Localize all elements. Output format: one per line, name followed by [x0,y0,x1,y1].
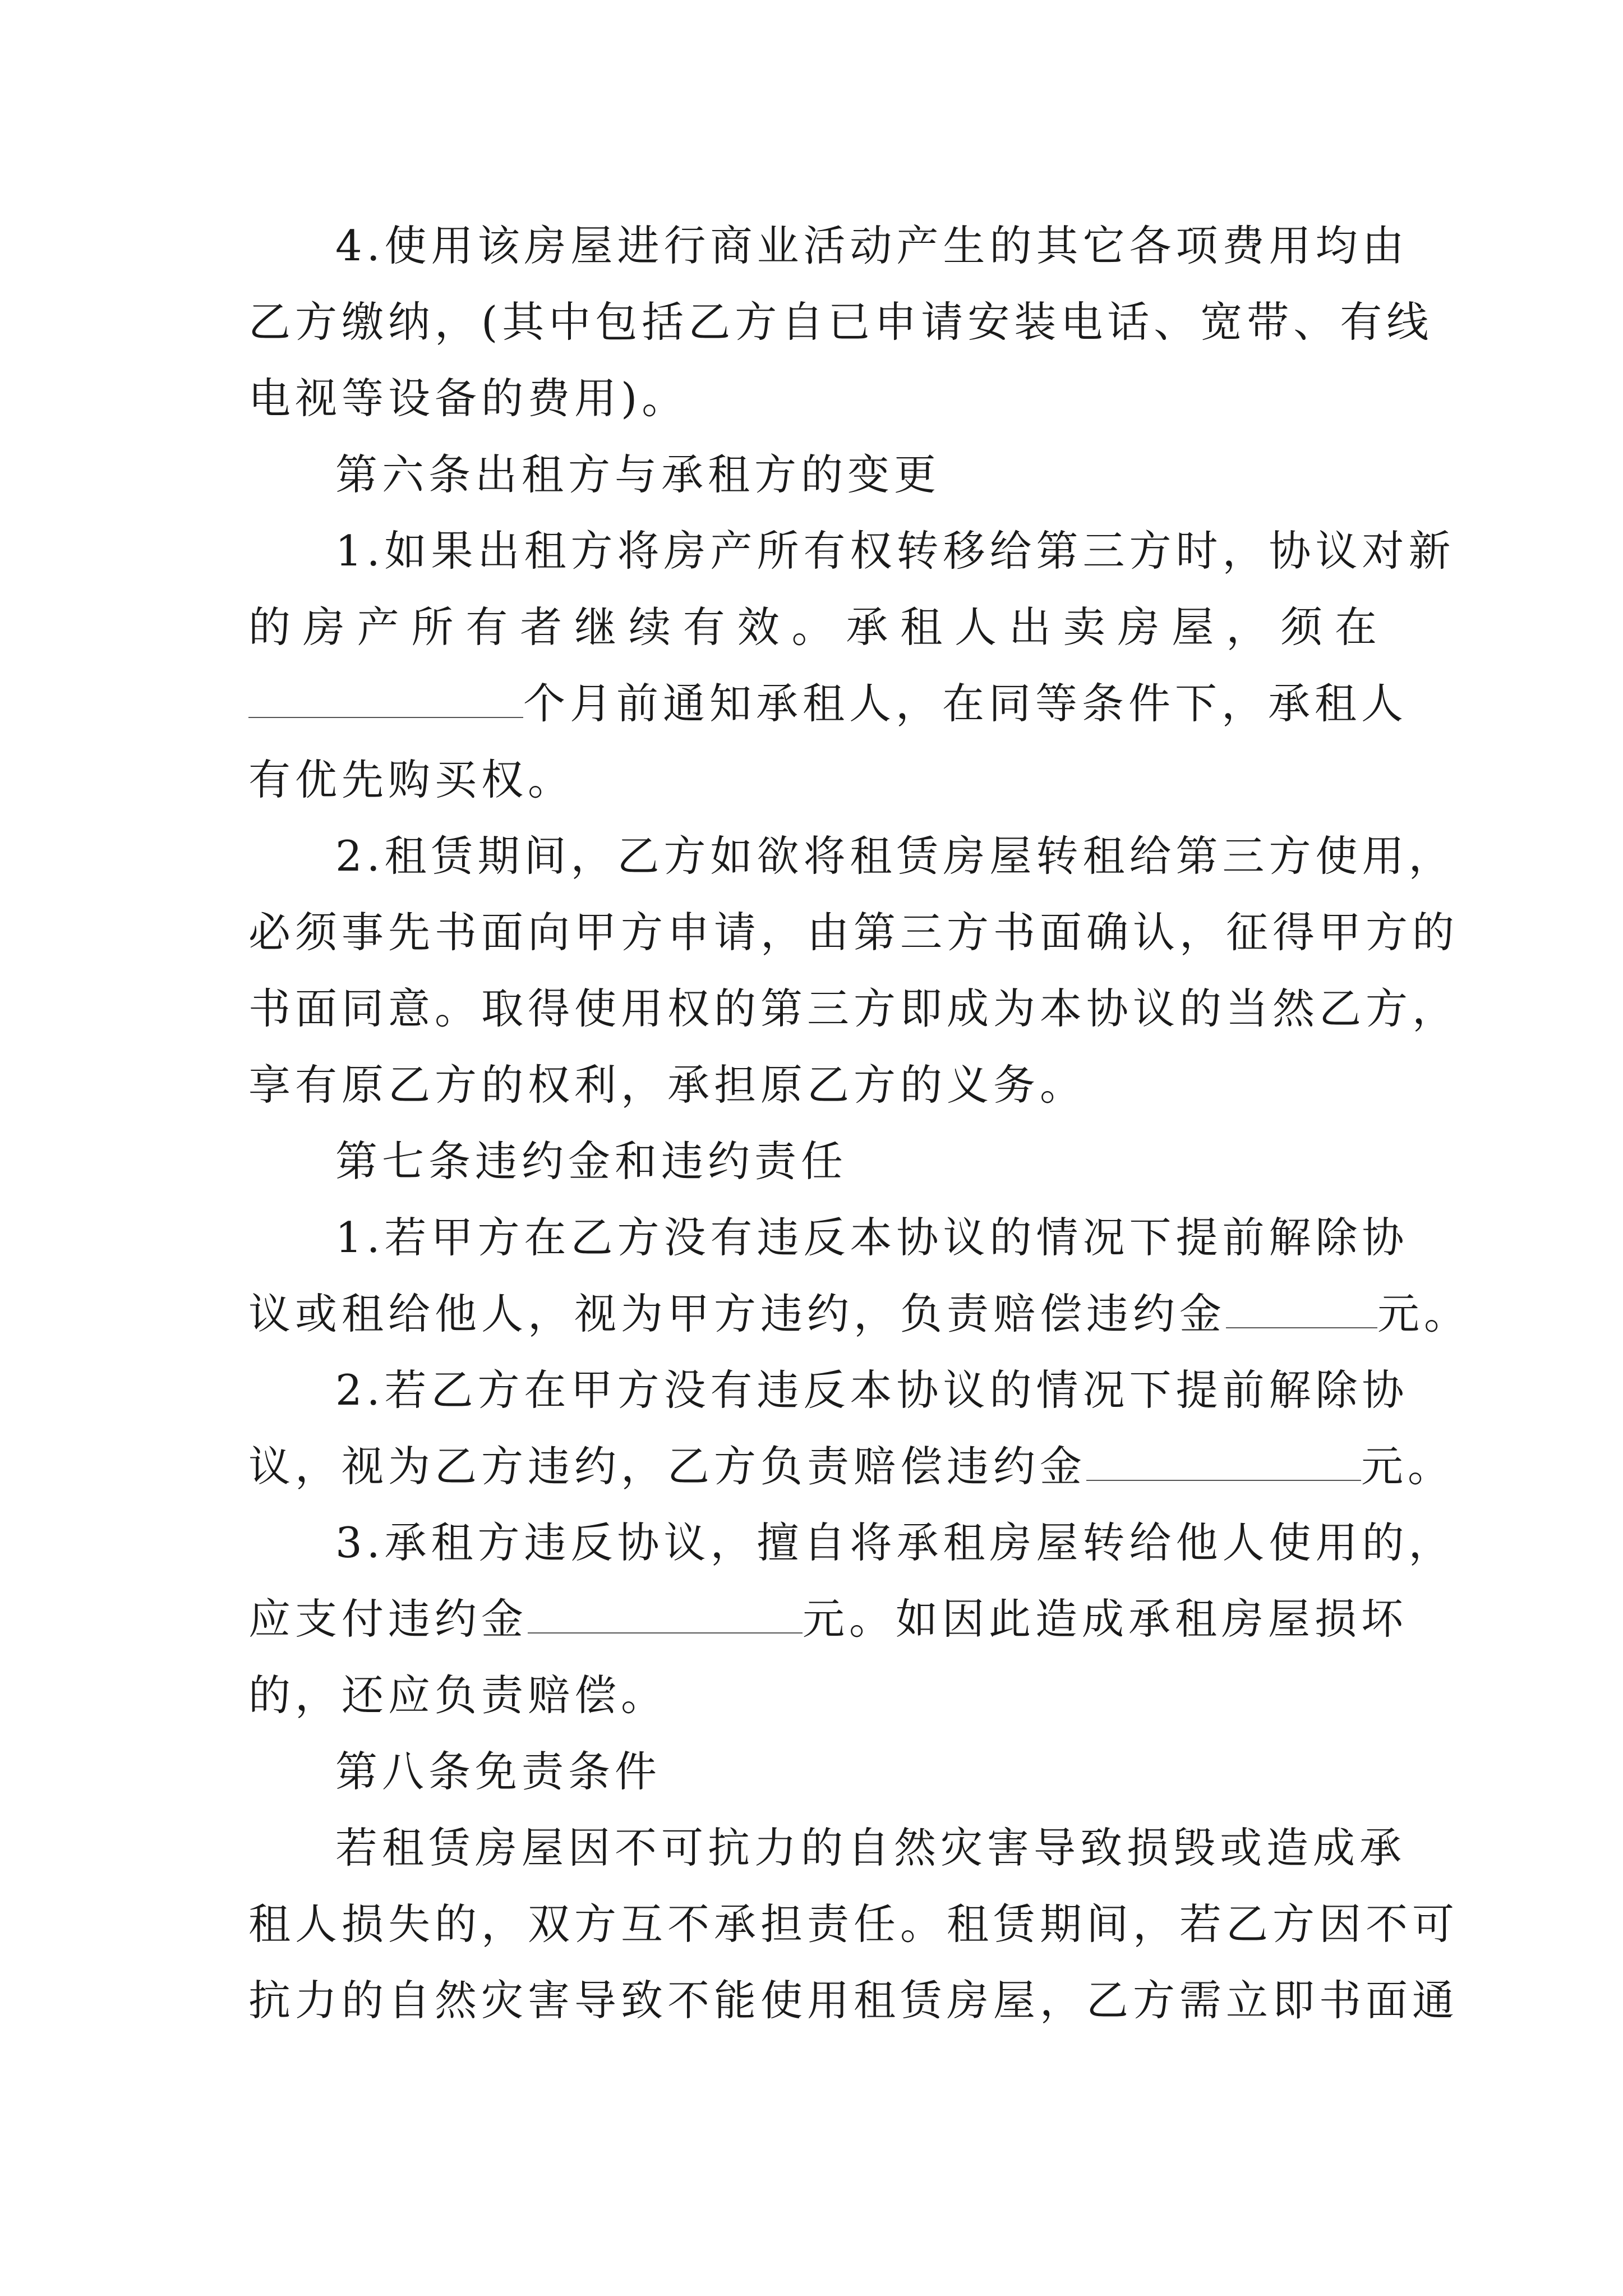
paragraph-text: 元。如因此造成承租房屋损坏 [803,1594,1408,1644]
paragraph-line [248,665,1408,742]
paragraph-text: 议，视为乙方违约，乙方负责赔偿违约金 [248,1442,1087,1491]
paragraph-text: 议或租给他人，视为甲方违约，负责赔偿违约金 [248,1289,1227,1338]
paragraph-line: 租人损失的，双方互不承担责任。租赁期间，若乙方因不可 [248,1899,1459,1949]
fill-in-blank [528,1593,803,1634]
paragraph-line: 的房产所有者继续有效。承租人出卖房屋，须在 [248,602,1381,652]
section-heading: 第八条免责条件 [335,1747,662,1796]
paragraph-line: 乙方缴纳，(其中包括乙方自已申请安装电话、宽带、有线 [248,297,1433,347]
paragraph-line: 1.如果出租方将房产所有权转移给第三方时，协议对新 [335,526,1455,576]
paragraph-line: 1.若甲方在乙方没有违反本协议的情况下提前解除协 [335,1213,1409,1262]
document-body [248,208,1471,2039]
paragraph-text: 应支付违约金 [248,1594,528,1644]
paragraph-text: 元。 [1377,1289,1471,1338]
paragraph-line: 书面同意。取得使用权的第三方即成为本协议的当然乙方， [248,984,1459,1033]
paragraph-line: 2.若乙方在甲方没有违反本协议的情况下提前解除协 [335,1365,1409,1415]
paragraph-line: 3.承租方违反协议，擅自将承租房屋转给他人使用的， [335,1518,1455,1567]
paragraph-text: 元。 [1361,1442,1455,1491]
fill-in-blank [1226,1287,1377,1328]
paragraph-line: 2.租赁期间，乙方如欲将租赁房屋转租给第三方使用， [335,831,1455,881]
paragraph-line: 有优先购买权。 [248,755,575,804]
paragraph-line: 的，还应负责赔偿。 [248,1671,668,1720]
section-heading: 第七条违约金和违约责任 [335,1137,848,1186]
paragraph-line [248,1276,1471,1352]
paragraph-line: 必须事先书面向甲方申请，由第三方书面确认，征得甲方的 [248,908,1459,957]
section-heading: 第六条出租方与承租方的变更 [335,450,941,499]
paragraph-line: 享有原乙方的权利，承担原乙方的义务。 [248,1060,1087,1110]
paragraph-text: 个月前通知承租人，在同等条件下，承租人 [523,679,1408,728]
paragraph-line [248,1581,1408,1657]
paragraph-line: 电视等设备的费用)。 [248,374,689,423]
fill-in-blank [1086,1440,1361,1481]
paragraph-line: 抗力的自然灾害导致不能使用租赁房屋，乙方需立即书面通 [248,1976,1459,2025]
fill-in-blank [248,677,523,718]
paragraph-line: 若租赁房屋因不可抗力的自然灾害导致损毁或造成承 [335,1823,1407,1872]
paragraph-line: 4.使用该房屋进行商业活动产生的其它各项费用均由 [335,221,1409,270]
paragraph-line [248,1428,1455,1504]
